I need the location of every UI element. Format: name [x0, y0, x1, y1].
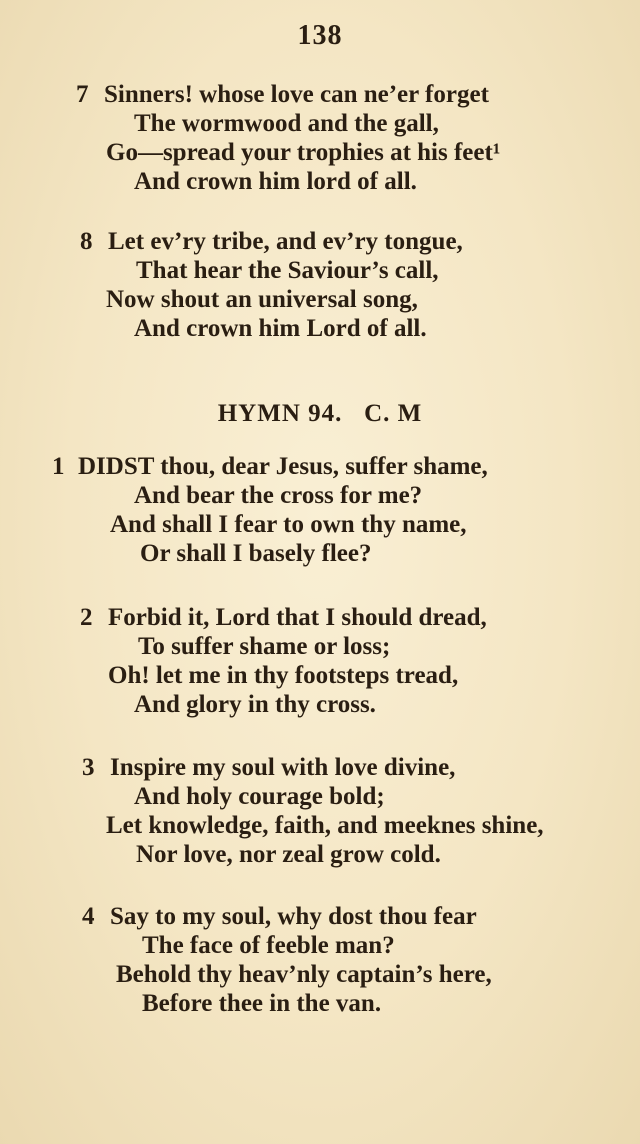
verse-line: Behold thy heav’nly captain’s here,: [116, 961, 492, 988]
verse-line: And crown him Lord of all.: [134, 315, 427, 342]
page-number: 138: [297, 20, 343, 51]
verse-line: Oh! let me in thy footsteps tread,: [108, 662, 459, 689]
verse-line: And glory in thy cross.: [134, 691, 376, 718]
verse-line: And holy courage bold;: [134, 783, 385, 810]
verse-line: Now shout an universal song,: [106, 286, 418, 313]
verse-line: Nor love, nor zeal grow cold.: [136, 841, 441, 868]
verse-line: The wormwood and the gall,: [134, 110, 439, 137]
verse-line: Sinners! whose love can ne’er forget: [104, 81, 489, 108]
verse-line: To suffer shame or loss;: [138, 633, 391, 660]
verse-line: Say to my soul, why dost thou fear: [110, 903, 477, 930]
hymn-meter: C. M: [364, 400, 423, 427]
verse-number: 4: [82, 903, 95, 930]
verse-number: 7: [76, 81, 89, 108]
verse-line: Let ev’ry tribe, and ev’ry tongue,: [108, 228, 463, 255]
hymn-title: HYMN 94.: [217, 400, 343, 427]
verse-number: 3: [82, 754, 95, 781]
verse-line: Go—spread your trophies at his feet¹: [106, 139, 501, 166]
hymn-heading: [0, 400, 640, 428]
verse-number: 8: [80, 228, 93, 255]
verse-line: And crown him lord of all.: [134, 168, 417, 195]
verse-line: That hear the Saviour’s call,: [136, 257, 439, 284]
verse-number: 1: [52, 453, 65, 480]
verse-line: And shall I fear to own thy name,: [110, 511, 467, 538]
verse-line: Inspire my soul with love divine,: [110, 754, 456, 781]
verse-line: Forbid it, Lord that I should dread,: [108, 604, 487, 631]
verse-number: 2: [80, 604, 93, 631]
verse-line: Or shall I basely flee?: [140, 540, 372, 567]
verse-line: The face of feeble man?: [142, 932, 395, 959]
verse-line: DIDST thou, dear Jesus, suffer shame,: [78, 453, 488, 480]
verse-line: Let knowledge, faith, and meeknes shine,: [106, 812, 544, 839]
verse-line: And bear the cross for me?: [134, 482, 423, 509]
verse-line: Before thee in the van.: [142, 990, 382, 1017]
